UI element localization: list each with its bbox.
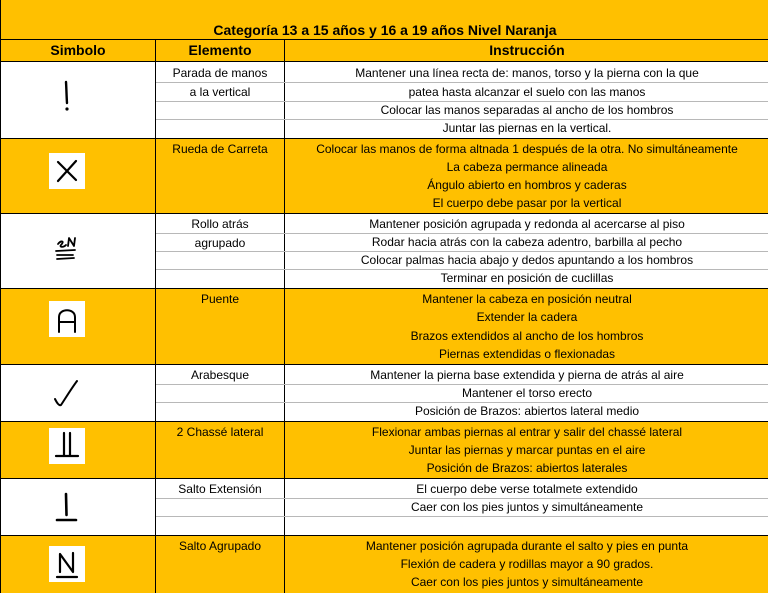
instruction-line: El cuerpo debe verse totalmete extendido [416,482,638,496]
element-group [1,214,768,289]
instruction-line: Mantener una línea recta de: manos, torso y la pierna con la que [355,66,699,80]
element-label: Rueda de Carreta [172,142,268,156]
element-label: agrupado [194,236,246,250]
element-group [1,62,768,139]
instruction-line: Colocar las manos de forma altnada 1 después de la otra. No simultáneamente [316,142,738,156]
header-element: Elemento [156,40,285,61]
element-label: Arabesque [190,368,250,382]
header-instruction: Instrucción [489,42,565,58]
instruction-line: Posición de Brazos: abiertos laterales [426,461,628,475]
symbol-cell [1,422,156,478]
symbol-cell [1,139,156,213]
element-group [1,289,768,365]
instruction-line: La cabeza permance alineada [446,160,608,174]
vertical-bar-icon [49,489,85,525]
symbol-cell [1,214,156,288]
symbol-cell [1,62,156,138]
element-group [1,365,768,422]
element-label: 2 Chassé lateral [176,425,264,439]
instruction-line: Flexionar ambas piernas al entrar y salir del chassé lateral [371,425,683,439]
instruction-line [285,516,768,535]
instruction-line: Extender la cadera [476,310,578,324]
symbol-cell [1,365,156,421]
element-label: Salto Agrupado [178,539,262,553]
instruction-line: Colocar palmas hacia abajo y dedos apuntando a los hombros [360,253,694,267]
instruction-line: Mantener posición agrupada y redonda al acercarse al piso [369,217,685,231]
instruction-line: Colocar las manos separadas al ancho de los hombros [380,103,674,117]
header-symbol: Simbolo [1,40,156,61]
instruction-line: Juntar las piernas en la vertical. [442,121,612,135]
instruction-line: Flexión de cadera y rodillas mayor a 90 grados. [400,557,654,571]
symbol-cell [1,289,156,364]
instruction-line: Mantener la cabeza en posición neutral [422,292,632,306]
instruction-line: Terminar en posición de cuclillas [440,271,614,285]
checkmark-stroke-icon [49,375,85,411]
instruction-line: Mantener la pierna base extendida y pierna de atrás al aire [370,368,684,382]
instruction-line: Mantener el torso erecto [461,386,593,400]
instruction-line: Ángulo abierto en hombros y caderas [427,178,627,192]
title-text: Categoría 13 a 15 años y 16 a 19 años Nivel Naranja [213,22,557,38]
x-icon [49,153,85,189]
a-letter-icon [49,301,85,337]
instruction-line: Juntar las piernas y marcar puntas en el aire [408,443,646,457]
instruction-line: Brazos extendidos al ancho de los hombros [410,329,644,343]
element-label: Puente [200,292,240,306]
element-label: Salto Extensión [178,482,262,496]
symbol-cell [1,479,156,535]
element-group [1,536,768,593]
header-row [1,40,768,62]
en-scribble-icon [49,230,85,266]
instruction-line: Posición de Brazos: abiertos lateral medio [414,404,640,418]
instruction-line: Caer con los pies juntos y simultáneamente [410,500,644,514]
double-bar-icon [49,428,85,464]
element-label: Parada de manos [172,66,268,80]
symbol-cell [1,536,156,593]
element-group [1,139,768,214]
element-group [1,422,768,479]
element-label: a la vertical [189,85,251,99]
instruction-line: patea hasta alcanzar el suelo con las manos [408,85,646,99]
instruction-line: Piernas extendidas o flexionadas [438,347,616,361]
instruction-line: Caer con los pies juntos y simultáneamente [410,575,644,589]
exclamation-icon [49,78,85,114]
instruction-line: El cuerpo debe pasar por la vertical [432,196,622,210]
n-underline-icon [49,546,85,582]
element-group [1,479,768,536]
element-label: Rollo atrás [191,217,249,231]
instruction-line: Rodar hacia atrás con la cabeza adentro, barbilla al pecho [371,235,683,249]
instruction-line: Mantener posición agrupada durante el salto y pies en punta [365,539,689,553]
table-title [1,0,768,40]
